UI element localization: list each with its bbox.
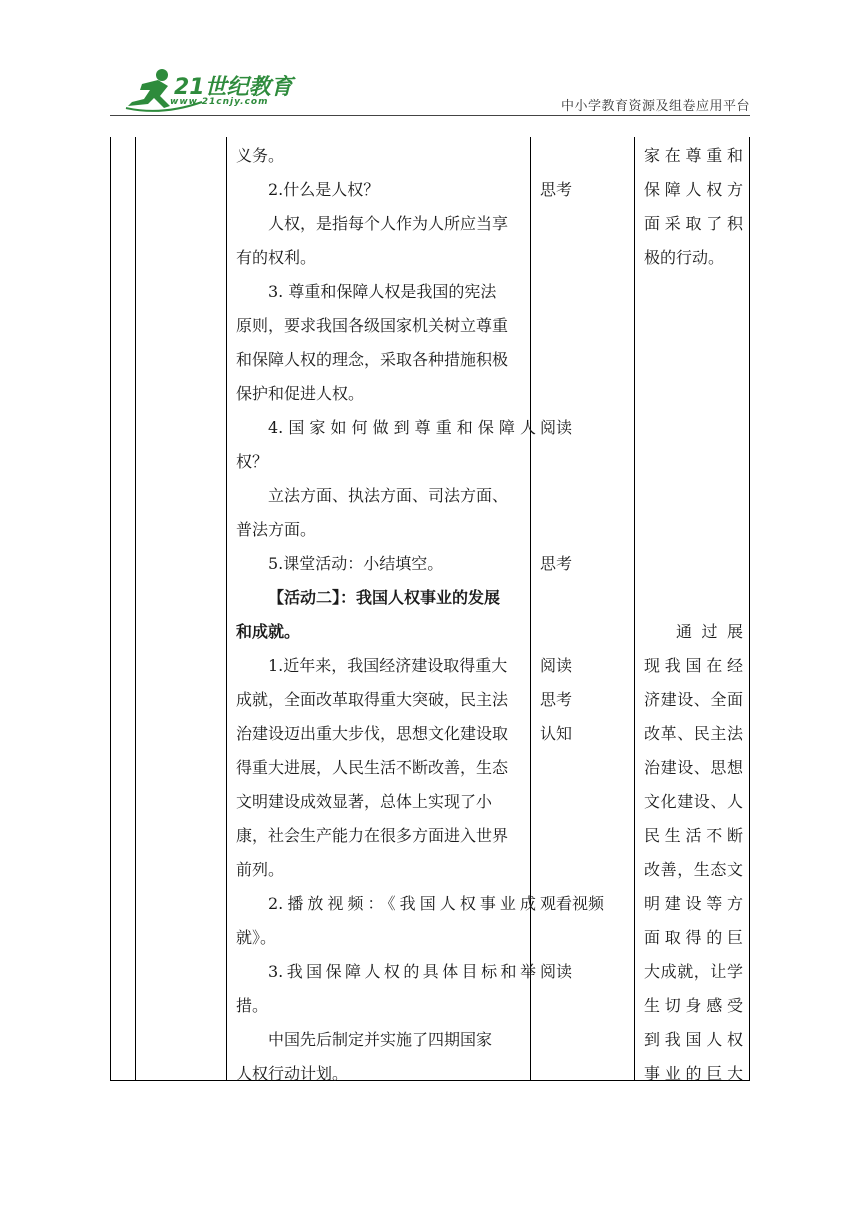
content-line: 原则，要求我国各级国家机关树立尊重 [236, 316, 509, 335]
content-line: 保护和促进人权。 [236, 384, 365, 403]
intent-line: 到我国人权 [644, 1030, 743, 1049]
table-divider [135, 137, 136, 1081]
activity-label: 阅读 [540, 962, 573, 981]
content-line: 立法方面、执法方面、司法方面、 [268, 486, 509, 505]
intent-line: 事业的巨大 [644, 1064, 743, 1083]
activity-label: 思考 [540, 554, 573, 573]
content-line: 中国先后制定并实施了四期国家 [268, 1030, 493, 1049]
intent-line: 明建设等方 [644, 894, 743, 913]
intent-line: 生切身感受 [644, 996, 743, 1015]
logo-text: 21世纪教育 [174, 75, 293, 100]
platform-name: 中小学教育资源及组卷应用平台 [560, 99, 750, 114]
content-line: 治建设迈出重大步伐，思想文化建设取 [236, 724, 509, 743]
activity-two-heading: 和成就。 [236, 622, 301, 641]
activity-label: 思考 [540, 180, 573, 199]
header-divider [110, 115, 750, 116]
logo-url: www.21cnjy.com [170, 97, 269, 107]
content-line: 2.什么是人权？ [268, 180, 380, 199]
intent-line: 改善，生态文 [644, 860, 743, 879]
content-line: 前列。 [236, 860, 285, 879]
content-line: 措。 [236, 996, 269, 1015]
table-divider [530, 137, 531, 1081]
content-line: 义务。 [236, 146, 285, 165]
activity-label: 阅读 [540, 656, 573, 675]
intent-line: 家在尊重和 [644, 146, 743, 165]
logo [122, 66, 322, 112]
intent-line: 改革、民主法 [644, 724, 743, 743]
content-line: 权？ [236, 452, 269, 471]
content-line: 2.播放视频：《我国人权事业成 [268, 894, 536, 913]
table-border-right [749, 137, 750, 1081]
content-line: 有的权利。 [236, 248, 317, 267]
content-line: 就》。 [236, 928, 277, 947]
content-line: 成就，全面改革取得重大突破，民主法 [236, 690, 509, 709]
content-line: 人权行动计划。 [236, 1064, 349, 1083]
intent-line: 治建设、思想 [644, 758, 743, 777]
content-line: 康，社会生产能力在很多方面进入世界 [236, 826, 509, 845]
content-line: 普法方面。 [236, 520, 317, 539]
table-divider [226, 137, 227, 1081]
content-line: 3.我国保障人权的具体目标和举 [268, 962, 536, 981]
content-line: 5.课堂活动：小结填空。 [268, 554, 444, 573]
activity-label: 思考 [540, 690, 573, 709]
page-header [110, 62, 750, 116]
table-divider [634, 137, 635, 1081]
intent-line: 济建设、全面 [644, 690, 743, 709]
activity-label: 阅读 [540, 418, 573, 437]
content-line: 4.国家如何做到尊重和保障人 [268, 418, 536, 437]
content-line: 1.近年来，我国经济建设取得重大 [268, 656, 508, 675]
intent-line: 民生活不断 [644, 826, 743, 845]
intent-line: 保障人权方 [644, 180, 743, 199]
intent-line: 文化建设、人 [644, 792, 743, 811]
activity-label: 认知 [540, 724, 573, 743]
content-line: 3. 尊重和保障人权是我国的宪法 [268, 282, 497, 301]
lesson-table [110, 137, 750, 1081]
intent-line: 面取得的巨 [644, 928, 743, 947]
intent-line: 现我国在经 [644, 656, 743, 675]
activity-label: 观看视频 [540, 894, 605, 913]
content-line: 和保障人权的理念，采取各种措施积极 [236, 350, 509, 369]
content-line: 文明建设成效显著，总体上实现了小 [236, 792, 493, 811]
intent-line: 大成就，让学 [644, 962, 743, 981]
content-line: 人权，是指每个人作为人所应当享 [268, 214, 509, 233]
table-border-left [110, 137, 111, 1081]
intent-line: 面采取了积 [644, 214, 743, 233]
content-line: 得重大进展，人民生活不断改善，生态 [236, 758, 509, 777]
activity-two-heading: 【活动二】：我国人权事业的发展 [268, 588, 501, 607]
intent-line: 通过展 [676, 622, 743, 641]
intent-line: 极的行动。 [644, 248, 725, 267]
